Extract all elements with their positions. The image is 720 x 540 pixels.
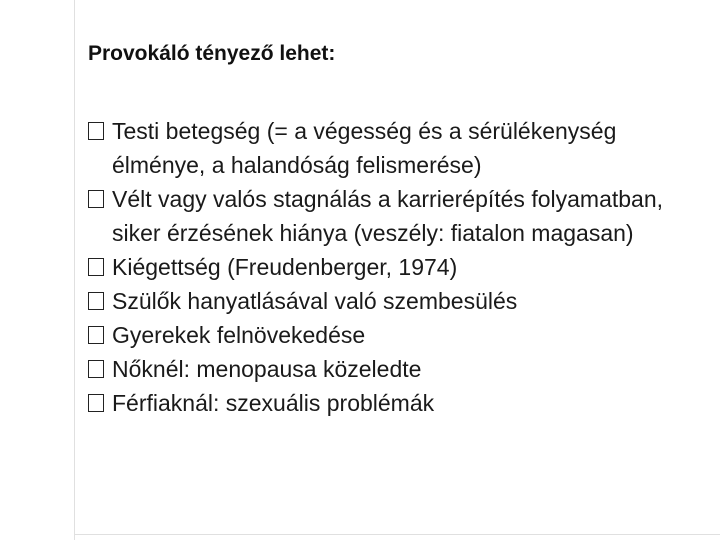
bullet-text: Testi betegség (= a végesség és a sérülékenység élménye, a halandóság felismerése) [112, 118, 617, 178]
bullet-box-icon [88, 190, 104, 208]
bullet-item [88, 318, 708, 352]
bullet-box-icon [88, 394, 104, 412]
bullet-text: Szülők hanyatlásával való szembesülés [112, 288, 518, 314]
bullet-item [88, 250, 708, 284]
bullet-item [88, 284, 708, 318]
bullet-text: Vélt vagy valós stagnálás a karrierépítés folyamatban, siker érzésének hiánya (veszély: fiatalon magasan) [112, 186, 664, 246]
bullet-box-icon [88, 122, 104, 140]
bullet-text: Nőknél: menopausa közeledte [112, 356, 422, 382]
bullet-item [88, 352, 708, 386]
bullet-list [88, 114, 708, 420]
bullet-text: Férfiaknál: szexuális problémák [112, 390, 435, 416]
slide-frame-bottom-line [74, 534, 720, 535]
bullet-box-icon [88, 326, 104, 344]
bullet-item [88, 386, 708, 420]
bullet-text: Kiégettség (Freudenberger, 1974) [112, 254, 458, 280]
bullet-box-icon [88, 360, 104, 378]
bullet-box-icon [88, 258, 104, 276]
slide-frame-left-line [74, 0, 75, 540]
slide-title: Provokáló tényező lehet: [88, 42, 336, 65]
bullet-box-icon [88, 292, 104, 310]
bullet-item [88, 182, 708, 250]
bullet-text: Gyerekek felnövekedése [112, 322, 366, 348]
bullet-item [88, 114, 708, 182]
